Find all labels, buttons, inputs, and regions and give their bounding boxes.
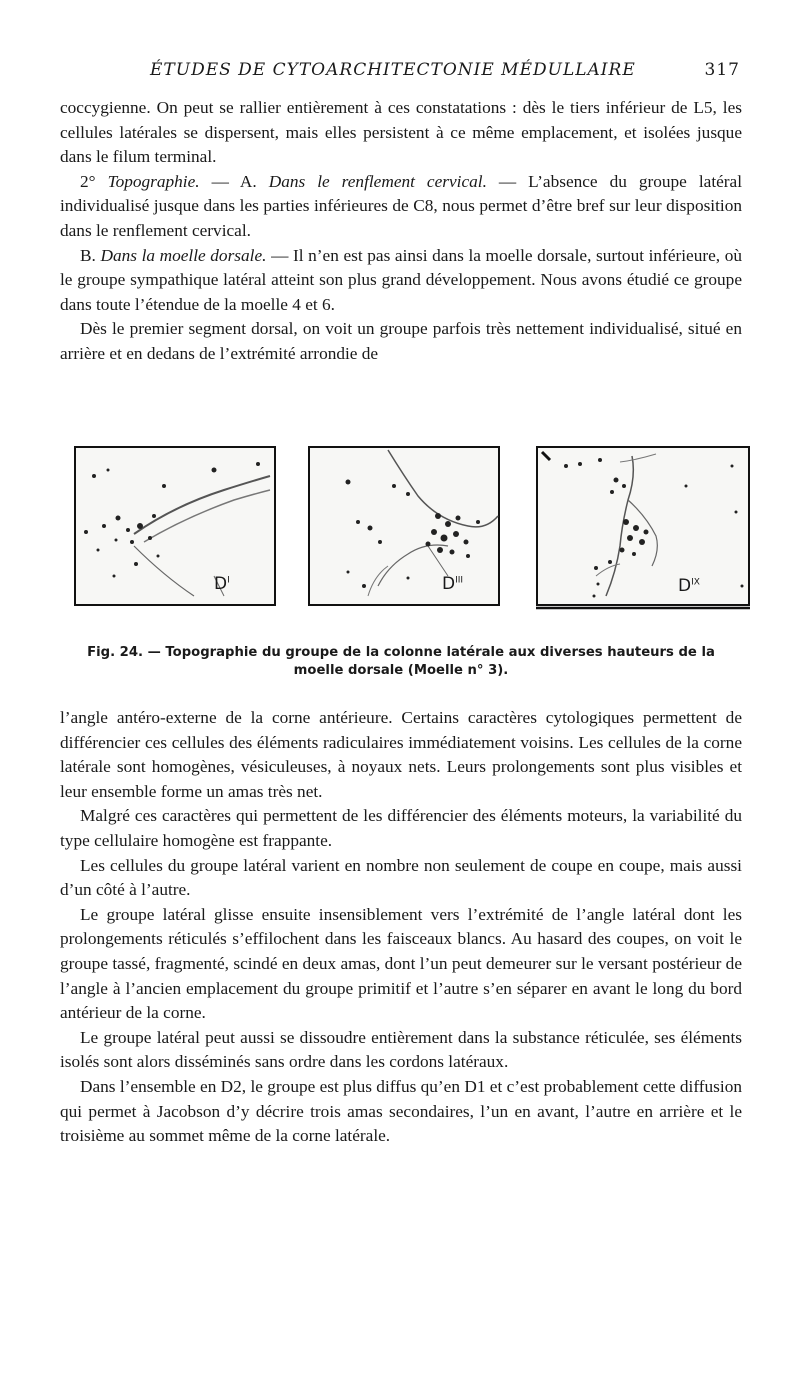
paragraph: Dans l’ensemble en D2, le groupe est plus diffus qu’en D1 et c’est probablement cette diffusion qui permet à Jacobson d’y décrire trois amas secondaires, l’un en avant, l’autre en arrière et le troisième au sommet même de la corne latérale. [60, 1076, 742, 1146]
paragraph-text: — Il n’en est pas ainsi dans la moelle dorsale, surtout inférieure, où le groupe sympathique latéral atteint son plus grand développement. Nous avons étudié ce groupe dans toute l’étendue de la moelle 4 et 6. [60, 245, 742, 314]
body-text-bottom [60, 706, 742, 1149]
figure-panel-d3 [308, 446, 500, 634]
paragraph-topographie [60, 170, 742, 244]
paragraph: Les cellules du groupe latéral varient en nombre non seulement de coupe en coupe, mais aussi d’un côté à l’autre. [60, 855, 742, 900]
section-title: Topographie. [107, 171, 200, 191]
paragraph: l’angle antéro-externe de la corne antérieure. Certains caractères cytologiques permettent de différencier ces cellules des éléments radiculaires immédiatement voisins. Les cellules de la corne latérale sont homogènes, vésiculeuses, à noyaux nets. Leurs prolongements sont plus visibles et leur ensemble forme un amas très net. [60, 708, 742, 801]
section-number: 2° [80, 171, 108, 191]
figure-caption: Fig. 24. — Topographie du groupe de la colonne latérale aux diverses hauteurs de la moelle dorsale (Moelle n° 3). [87, 645, 715, 678]
paragraph: Malgré ces caractères qui permettent de les différencier des éléments moteurs, la variabilité du type cellulaire homogène est frappante. [60, 806, 742, 850]
paragraph: coccygienne. On peut se rallier entièrement à ces constatations : dès le tiers inférieur de L5, les cellules latérales se dispersent, mais elles persistent à ce même emplacement, et isolées jusque dans le filum terminal. [60, 98, 742, 167]
paragraph-moelle-dorsale [60, 244, 742, 318]
dash: — A. [199, 171, 269, 191]
subsection-title: Dans le renflement cervical. [268, 171, 487, 191]
paragraph: Dès le premier segment dorsal, on voit un groupe parfois très nettement individualisé, situé en arrière et en dedans de l’extrémité arrondie de [60, 319, 742, 363]
micrograph-d1 [74, 446, 276, 606]
figure-panel-d1 [74, 446, 276, 634]
figure-panel-d9 [536, 446, 750, 634]
paragraph-text: — L’absence du groupe latéral individualisé jusque dans les parties inférieures de C8, nous permet d’être bref sur leur disposition dans le renflement cervical. [60, 171, 743, 240]
panel-label-d9: $D^{IX}$ [678, 576, 700, 596]
micrograph-d3 [308, 446, 500, 606]
subsection-letter: B. [80, 245, 101, 265]
paragraph: Le groupe latéral peut aussi se dissoudre entièrement dans la substance réticulée, ses éléments isolés sont alors disséminés sans ordre dans les cordons latéraux. [60, 1027, 742, 1072]
running-title: ÉTUDES DE CYTOARCHITECTONIE MÉDULLAIRE [150, 60, 636, 80]
paragraph: Le groupe latéral glisse ensuite insensiblement vers l’extrémité de l’angle latéral dont les prolongements réticulés s’effilochent dans les faisceaux blancs. Au hasard des coupes, on voit le groupe tassé, fragmenté, scindé en deux amas, dont l’un peut demeurer sur le versant postérieur de l’angle à l’ancien emplacement du groupe primitif et l’autre s’en séparer en avant le long du bord antérieur de la corne. [60, 904, 742, 1023]
micrograph-d9 [536, 446, 750, 610]
panel-label-d3: $D^{III}$ [442, 574, 464, 594]
page-number: 317 [704, 60, 740, 80]
subsection-title: Dans la moelle dorsale. [100, 245, 267, 265]
body-text-top [60, 96, 742, 367]
running-header [60, 58, 740, 86]
figure-24 [70, 446, 750, 636]
panel-label-d1: $D^I$ [214, 574, 230, 594]
